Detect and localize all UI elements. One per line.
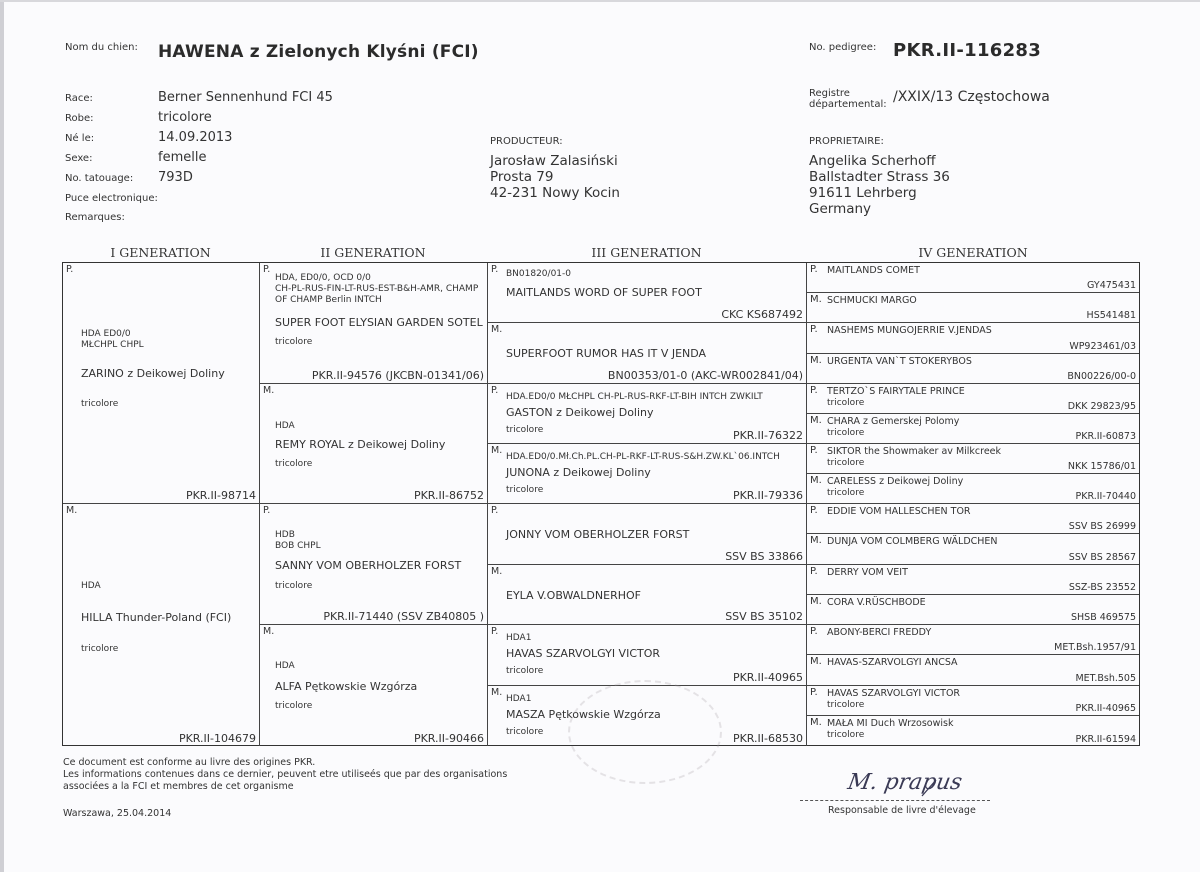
scan-edge-top (0, 0, 1200, 2)
role-label: M. (263, 626, 275, 637)
coat-color: tricolore (827, 428, 865, 438)
registration-number: MET.Bsh.1957/91 (1054, 642, 1136, 653)
gen4-cell-10 (807, 534, 1139, 565)
dog-name: ABONY-BERCI FREDDY (827, 627, 932, 638)
role-label: M. (810, 415, 822, 426)
coat-color: tricolore (506, 485, 544, 495)
breeder-address (490, 153, 620, 201)
generation-header-3: III GENERATION (591, 245, 702, 260)
detail-label-race: Race: (65, 93, 93, 104)
gen4-cell-7 (807, 444, 1139, 474)
role-label: P. (491, 626, 499, 637)
role-label: M. (263, 385, 275, 396)
dog-name: DUNJA VOM COLMBERG WÄLDCHEN (827, 536, 998, 547)
gen4-cell-8 (807, 474, 1139, 504)
dog-name-label: Nom du chien: (65, 42, 138, 53)
registration-number: PKR.II-71440 (SSV ZB40805 ) (323, 610, 484, 623)
registration-number: SSV BS 26999 (1068, 521, 1136, 532)
detail-value-race: Berner Sennenhund FCI 45 (158, 90, 333, 105)
breeder-label: PRODUCTEUR: (490, 136, 563, 147)
gen2-cell-1 (260, 263, 488, 384)
coat-color: tricolore (827, 458, 865, 468)
dog-name: SUPERFOOT RUMOR HAS IT V JENDA (506, 347, 707, 360)
gen4-cell-2 (807, 293, 1139, 323)
registration-number: PKR.II-98714 (185, 489, 256, 502)
titles: HDA.ED0/0.Mł.Ch.PL.CH-PL-RKF-LT-RUS-S&H.ZW.KL`06.INTCH (506, 452, 780, 462)
signature-line (800, 800, 990, 801)
dog-name: ZARINO z Deikowej Doliny (81, 367, 225, 380)
dog-name: MASZA Pętkowskie Wzgórza (506, 708, 661, 721)
gen2-cell-2 (260, 384, 488, 504)
titles: HDA1 (506, 633, 532, 643)
registration-number: PKR.II-60873 (1075, 431, 1136, 442)
registration-number: PKR.II-61594 (1075, 734, 1136, 745)
owner-city: 91611 Lehrberg (809, 185, 917, 201)
titles: HDA ED0/0 MŁCHPL CHPL (81, 329, 144, 350)
dog-name: HAVAS SZARVOLGYI VICTOR (827, 688, 961, 699)
role-label: P. (810, 264, 818, 275)
generation-header-2: II GENERATION (320, 245, 426, 260)
dog-name: SANNY VOM OBERHOLZER FORST (275, 559, 462, 572)
gen3-cell-7 (488, 625, 807, 686)
gen4-cell-12 (807, 595, 1139, 625)
role-label: M. (810, 596, 822, 607)
registry-label (809, 88, 887, 110)
gen3-cell-1 (488, 263, 807, 323)
signature-caption: Responsable de livre d'élevage (828, 805, 976, 816)
breeder-city: 42-231 Nowy Kocin (490, 185, 620, 201)
role-label: M. (491, 687, 503, 698)
registration-number: NKK 15786/01 (1067, 461, 1136, 472)
role-label: M. (491, 566, 503, 577)
dog-name: CORA V.RÜSCHBODE (827, 597, 926, 608)
generation-header-1: I GENERATION (110, 245, 211, 260)
dog-name: JONNY VOM OBERHOLZER FORST (506, 528, 690, 541)
registration-number: PKR.II-70440 (1075, 491, 1136, 502)
dog-name: CARELESS z Deikowej Doliny (827, 476, 964, 487)
role-label: P. (66, 264, 74, 275)
gen4-cell-4 (807, 354, 1139, 384)
role-label: P. (810, 385, 818, 396)
role-label: P. (491, 385, 499, 396)
generation-header-4: IV GENERATION (918, 245, 1028, 260)
gen4-cell-16 (807, 716, 1139, 746)
detail-value-coat: tricolore (158, 110, 212, 125)
role-label: P. (263, 505, 271, 516)
registration-number: SHSB 469575 (1070, 612, 1136, 623)
gen2-cell-4 (260, 625, 488, 746)
gen4-cell-11 (807, 565, 1139, 595)
breeder-name: Jarosław Zalasiński (490, 153, 618, 169)
role-label: M. (810, 717, 822, 728)
registration-number: PKR.II-79336 (732, 489, 803, 502)
registration-number: BN00226/00-0 (1067, 371, 1136, 382)
dog-name: SUPER FOOT ELYSIAN GARDEN SOTEL (275, 316, 483, 329)
registration-number: SSV BS 28567 (1068, 552, 1136, 563)
registration-number: WP923461/03 (1069, 341, 1136, 352)
gen4-cell-13 (807, 625, 1139, 655)
dog-name: URGENTA VAN`T STOKERYBOS (827, 356, 972, 367)
titles: HDA.ED0/0 MŁCHPL CH-PL-RUS-RKF-LT-BIH INTCH ZWKILT (506, 392, 763, 402)
gen4-cell-3 (807, 323, 1139, 354)
role-label: P. (810, 687, 818, 698)
role-label: M. (810, 475, 822, 486)
registry-label-line1: Registre (809, 88, 850, 99)
titles: HDA (275, 661, 295, 671)
dog-name: SCHMUCKI MARGO (827, 295, 917, 306)
role-label: P. (263, 264, 271, 275)
detail-value-born: 14.09.2013 (158, 130, 233, 145)
dog-name: HAWENA z Zielonych Klyśni (FCI) (158, 42, 479, 62)
detail-label-chip: Puce electronique: (65, 193, 158, 204)
dog-name: SIKTOR the Showmaker av Milkcreek (827, 446, 1002, 457)
gen1-sire (63, 263, 260, 504)
dog-name: CHARA z Gemerskej Polomy (827, 416, 960, 427)
gen2-cell-3 (260, 504, 488, 625)
registration-number: SSZ-BS 23552 (1068, 582, 1136, 593)
registration-number: PKR.II-94576 (JKCBN-01341/06) (311, 369, 484, 382)
dog-name: HILLA Thunder-Poland (FCI) (81, 611, 232, 624)
role-label: P. (810, 626, 818, 637)
coat-color: tricolore (827, 398, 865, 408)
dog-name: HAVAS-SZARVOLGYI ANCSA (827, 657, 958, 668)
gen4-cell-14 (807, 655, 1139, 686)
footer-line-2: Les informations contenues dans ce dernier, peuvent etre utiliseés que par des organisations (63, 769, 508, 780)
coat-color: tricolore (275, 459, 313, 469)
dog-name: HAVAS SZARVOLGYI VICTOR (506, 647, 661, 660)
owner-street: Ballstadter Strass 36 (809, 169, 950, 185)
coat-color: tricolore (506, 666, 544, 676)
titles: HDA, ED0/0, OCD 0/0 CH-PL-RUS-FIN-LT-RUS-EST-B&H-AMR, CHAMP OF CHAMP Berlin INTCH (275, 273, 479, 305)
gen4-cell-1 (807, 263, 1139, 293)
role-label: M. (491, 445, 503, 456)
registration-number: GY475431 (1087, 280, 1136, 291)
gen4-cell-6 (807, 414, 1139, 444)
coat-color: tricolore (506, 727, 544, 737)
registration-number: PKR.II-40965 (732, 671, 803, 684)
coat-color: tricolore (275, 581, 313, 591)
dog-name: TERTZO`S FAIRYTALE PRINCE (827, 386, 965, 397)
registration-number: HS541481 (1086, 310, 1136, 321)
gen4-cell-9 (807, 504, 1139, 534)
gen4-cell-5 (807, 384, 1139, 414)
titles: HDB BOB CHPL (275, 530, 321, 551)
registration-number: PKR.II-40965 (1075, 703, 1136, 714)
breeder-street: Prosta 79 (490, 169, 554, 185)
registration-number: CKC KS687492 (721, 308, 803, 321)
coat-color: tricolore (275, 337, 313, 347)
registration-number: PKR.II-104679 (178, 732, 256, 745)
registration-number: DKK 29823/95 (1067, 401, 1136, 412)
role-label: M. (66, 505, 78, 516)
detail-label-born: Né le: (65, 133, 95, 144)
gen3-cell-5 (488, 504, 807, 565)
dog-name: NASHEMS MUNGOJERRIE V.JENDAS (827, 325, 992, 336)
coat-color: tricolore (827, 488, 865, 498)
coat-color: tricolore (81, 644, 119, 654)
coat-color: tricolore (827, 730, 865, 740)
detail-label-sex: Sexe: (65, 153, 93, 164)
place-date: Warszawa, 25.04.2014 (63, 808, 172, 819)
dog-name: JUNONA z Deikowej Doliny (506, 466, 651, 479)
owner-address (809, 153, 950, 217)
role-label: P. (491, 505, 499, 516)
titles: BN01820/01-0 (506, 269, 571, 279)
dog-name: MAITLANDS WORD OF SUPER FOOT (506, 286, 702, 299)
registration-number: PKR.II-68530 (732, 732, 803, 745)
role-label: P. (810, 324, 818, 335)
gen3-cell-2 (488, 323, 807, 384)
titles: HDA (275, 421, 295, 431)
dog-name: ALFA Pętkowskie Wzgórza (275, 680, 418, 693)
scan-edge (0, 0, 4, 872)
registration-number: PKR.II-90466 (413, 732, 484, 745)
role-label: M. (810, 656, 822, 667)
registry-label-line2: départemental: (809, 99, 887, 110)
role-label: M. (810, 355, 822, 366)
dog-name: REMY ROYAL z Deikowej Doliny (275, 438, 446, 451)
registration-number: BN00353/01-0 (AKC-WR002841/04) (607, 369, 803, 382)
signature-tick-icon (920, 778, 940, 798)
pedigree-number: PKR.II-116283 (893, 40, 1042, 61)
registration-number: PKR.II-86752 (413, 489, 484, 502)
registration-number: SSV BS 35102 (725, 610, 803, 623)
footer-line-1: Ce document est conforme au livre des origines PKR. (63, 757, 316, 768)
gen3-cell-6 (488, 565, 807, 625)
gen3-cell-3 (488, 384, 807, 444)
detail-label-coat: Robe: (65, 113, 94, 124)
footer-line-3: associées a la FCI et membres de cet organisme (63, 781, 294, 792)
owner-country: Germany (809, 201, 872, 217)
registration-number: PKR.II-76322 (732, 429, 803, 442)
dog-name: MAITLANDS COMET (827, 265, 920, 276)
coat-color: tricolore (275, 701, 313, 711)
dog-name: MAŁA MI Duch Wrzosowisk (827, 718, 954, 729)
pedigree-no-label: No. pedigree: (809, 42, 877, 53)
registration-number: SSV BS 33866 (725, 550, 803, 563)
role-label: P. (491, 264, 499, 275)
detail-value-tattoo: 793D (158, 170, 193, 185)
signature: M. prapus (845, 770, 964, 795)
gen1-dam (63, 504, 260, 746)
owner-label: PROPRIETAIRE: (809, 136, 884, 147)
role-label: M. (491, 324, 503, 335)
detail-value-sex: femelle (158, 150, 207, 165)
gen3-cell-4 (488, 444, 807, 504)
role-label: P. (810, 566, 818, 577)
footer-notice (63, 757, 507, 793)
titles: HDA1 (506, 694, 532, 704)
dog-name: EYLA V.OBWALDNERHOF (506, 589, 641, 602)
role-label: M. (810, 294, 822, 305)
detail-label-tattoo: No. tatouage: (65, 173, 134, 184)
registration-number: MET.Bsh.505 (1075, 673, 1136, 684)
titles: HDA (81, 581, 101, 591)
coat-color: tricolore (506, 425, 544, 435)
detail-label-remarks: Remarques: (65, 212, 125, 223)
gen4-cell-15 (807, 686, 1139, 716)
coat-color: tricolore (827, 700, 865, 710)
pedigree-table (62, 262, 1140, 746)
dog-name: EDDIE VOM HALLESCHEN TOR (827, 506, 971, 517)
dog-name: DERRY VOM VEIT (827, 567, 908, 578)
owner-name: Angelika Scherhoff (809, 153, 936, 169)
role-label: M. (810, 535, 822, 546)
dog-name: GASTON z Deikowej Doliny (506, 406, 654, 419)
coat-color: tricolore (81, 399, 119, 409)
role-label: P. (810, 445, 818, 456)
role-label: P. (810, 505, 818, 516)
registry-value: /XXIX/13 Częstochowa (893, 89, 1050, 105)
official-stamp (568, 680, 722, 784)
